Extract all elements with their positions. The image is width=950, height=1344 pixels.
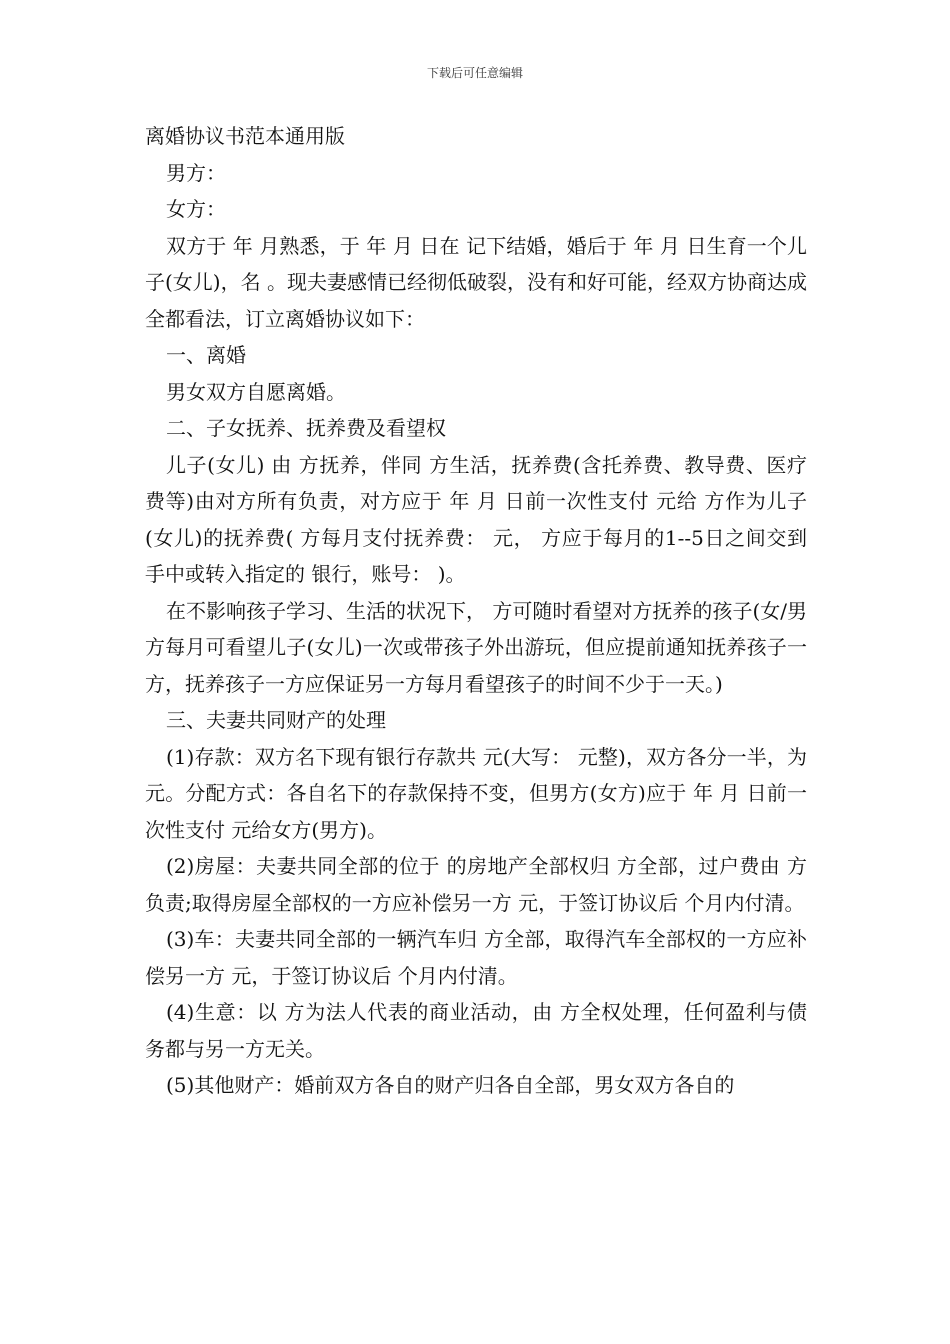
paragraph-visitation: 在不影响孩子学习、生活的状况下， 方可随时看望对方抚养的孩子(女/男方每月可看望儿子(女儿)一次或带孩子外出游玩，但应提前通知抚养孩子一方，抚养孩子一方应保证另一方每月看望孩子的时间不少于一天。)	[145, 598, 807, 696]
paragraph-husband: 男方：	[166, 160, 226, 185]
paragraph-house: (2)房屋：夫妻共同全部的位于 的房地产全部权归 方全部，过户费由 方负责;取得房屋全部权的一方应补偿另一方 元，于签订协议后 个月内付清。	[145, 854, 807, 915]
paragraph-business: (4)生意：以 方为法人代表的商业活动，由 方全权处理，任何盈利与债务都与另一方无关。	[145, 1000, 807, 1061]
document-body	[145, 118, 807, 1104]
paragraph-intro: 双方于 年 月熟悉，于 年 月 日在 记下结婚，婚后于 年 月 日生育一个儿子(女儿)，名 。现夫妻感情已经彻低破裂，没有和好可能，经双方协商达成全都看法，订立离婚协议如下：	[145, 233, 807, 331]
paragraph-child-support: 儿子(女儿) 由 方抚养，伴同 方生活，抚养费(含托养费、教导费、医疗费等)由对方所有负责，对方应于 年 月 日前一次性支付 元给 方作为儿子(女儿)的抚养费( 方每月支付抚养费： 元， 方应于每月的1--5日之间交到 手中或转入指定的 银行，账号： )。	[145, 452, 807, 586]
page-header	[0, 64, 950, 82]
section-heading-children: 二、子女抚养、抚养费及看望权	[166, 416, 446, 440]
paragraph-savings: (1)存款：双方名下现有银行存款共 元(大写： 元整)，双方各分一半，为 元。分配方式：各自名下的存款保持不变，但男方(女方)应于 年 月 日前一次性支付 元给女方(男方)。	[145, 744, 807, 842]
section-heading-divorce: 一、离婚	[166, 343, 246, 367]
paragraph-other-property: (5)其他财产：婚前双方各自的财产归各自全部，男女双方各自的	[166, 1073, 735, 1097]
paragraph-divorce: 男女双方自愿离婚。	[166, 379, 346, 404]
paragraph-car: (3)车：夫妻共同全部的一辆汽车归 方全部，取得汽车全部权的一方应补偿另一方 元，于签订协议后 个月内付清。	[145, 927, 807, 988]
header-text: 下载后可任意编辑	[426, 66, 523, 80]
paragraph-wife: 女方：	[166, 197, 226, 221]
document-title: 离婚协议书范本通用版	[145, 124, 345, 148]
section-heading-property: 三、夫妻共同财产的处理	[166, 708, 386, 732]
